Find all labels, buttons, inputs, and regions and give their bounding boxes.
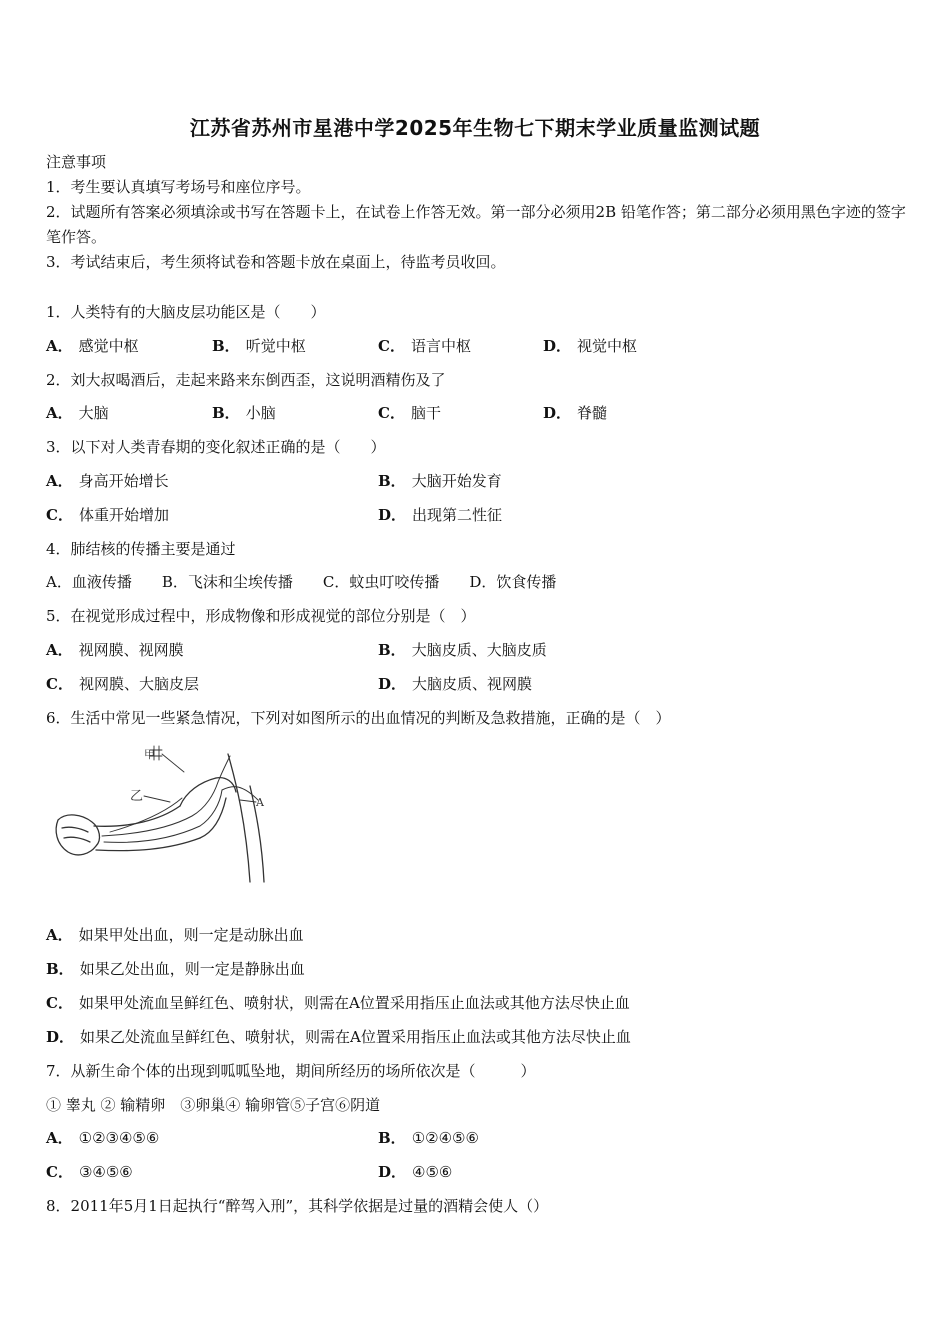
question-5-stem: 5．在视觉形成过程中，形成物像和形成视觉的部位分别是（ ）	[46, 607, 476, 625]
q7-sub-list: ① 睾丸 ② 输精卵 ③卵巢④ 输卵管⑤子宫⑥阴道	[46, 1096, 381, 1114]
question-1-stem: 1．人类特有的大脑皮层功能区是（ ）	[46, 303, 326, 321]
q7-option-c: C． ③④⑤⑥	[46, 1163, 133, 1181]
question-4-stem: 4．肺结核的传播主要是通过	[46, 540, 236, 558]
notice-item-3: 3．考试结束后，考生须将试卷和答题卡放在桌面上，待监考员收回。	[46, 253, 506, 271]
q2-option-b: B． 小脑	[212, 404, 276, 422]
q2-option-d: D． 脊髓	[543, 404, 608, 422]
q5-option-b: B． 大脑皮质、大脑皮质	[378, 641, 547, 659]
q1-option-a: A． 感觉中枢	[46, 337, 139, 355]
q3-option-b: B． 大脑开始发育	[378, 472, 502, 490]
question-8-stem: 8．2011年5月1日起执行“醉驾入刑”，其科学依据是过量的酒精会使人（）	[46, 1197, 549, 1215]
notice-heading: 注意事项	[46, 153, 107, 171]
question-2-stem: 2．刘大叔喝酒后，走起来路来东倒西歪，这说明酒精伤及了	[46, 371, 446, 389]
q3-option-d: D． 出现第二性征	[378, 506, 503, 524]
q6-option-d: D． 如果乙处流血呈鲜红色、喷射状，则需在A位置采用指压止血法或其他方法尽快止血	[46, 1028, 631, 1046]
q6-option-c: C． 如果甲处流血呈鲜红色、喷射状，则需在A位置采用指压止血法或其他方法尽快止血	[46, 994, 630, 1012]
figure-label-a: A	[256, 796, 264, 809]
q5-option-c: C． 视网膜、大脑皮层	[46, 675, 199, 693]
q3-option-a: A． 身高开始增长	[46, 472, 169, 490]
q7-option-a: A． ①②③④⑤⑥	[46, 1129, 160, 1147]
q1-option-d: D． 视觉中枢	[543, 337, 638, 355]
question-7-stem: 7．从新生命个体的出现到呱呱坠地，期间所经历的场所依次是（ ）	[46, 1062, 536, 1080]
page-title: 江苏省苏州市星港中学2025年生物七下期末学业质量监测试题	[189, 116, 761, 140]
q1-option-b: B． 听觉中枢	[212, 337, 306, 355]
question-6-stem: 6．生活中常见一些紧急情况，下列对如图所示的出血情况的判断及急救措施，正确的是（ ）	[46, 709, 671, 727]
notice-item-1: 1．考生要认真填写考场号和座位序号。	[46, 178, 311, 196]
q5-option-d: D． 大脑皮质、视网膜	[378, 675, 533, 693]
q1-option-c: C． 语言中枢	[378, 337, 471, 355]
question-3-stem: 3．以下对人类青春期的变化叙述正确的是（ ）	[46, 438, 386, 456]
arm-bleeding-figure	[50, 742, 270, 892]
q2-option-a: A． 大脑	[46, 404, 109, 422]
q6-option-a: A． 如果甲处出血，则一定是动脉出血	[46, 926, 304, 944]
notice-item-2: 2．试题所有答案必须填涂或书写在答题卡上，在试卷上作答无效。第一部分必须用2B 铅笔作答；第二部分必须用黑色字迹的签字笔作答。	[46, 203, 906, 246]
figure-label-jia: 甲	[144, 748, 155, 761]
q5-option-a: A． 视网膜、视网膜	[46, 641, 184, 659]
q3-option-c: C． 体重开始增加	[46, 506, 169, 524]
q2-option-c: C． 脑干	[378, 404, 441, 422]
q4-options-line: A．血液传播 B．飞沫和尘埃传播 C．蚊虫叮咬传播 D．饮食传播	[46, 573, 557, 591]
figure-label-yi: 乙	[130, 789, 144, 804]
q7-option-b: B． ①②④⑤⑥	[378, 1129, 479, 1147]
q6-option-b: B． 如果乙处出血，则一定是静脉出血	[46, 960, 305, 978]
q7-option-d: D． ④⑤⑥	[378, 1163, 453, 1181]
